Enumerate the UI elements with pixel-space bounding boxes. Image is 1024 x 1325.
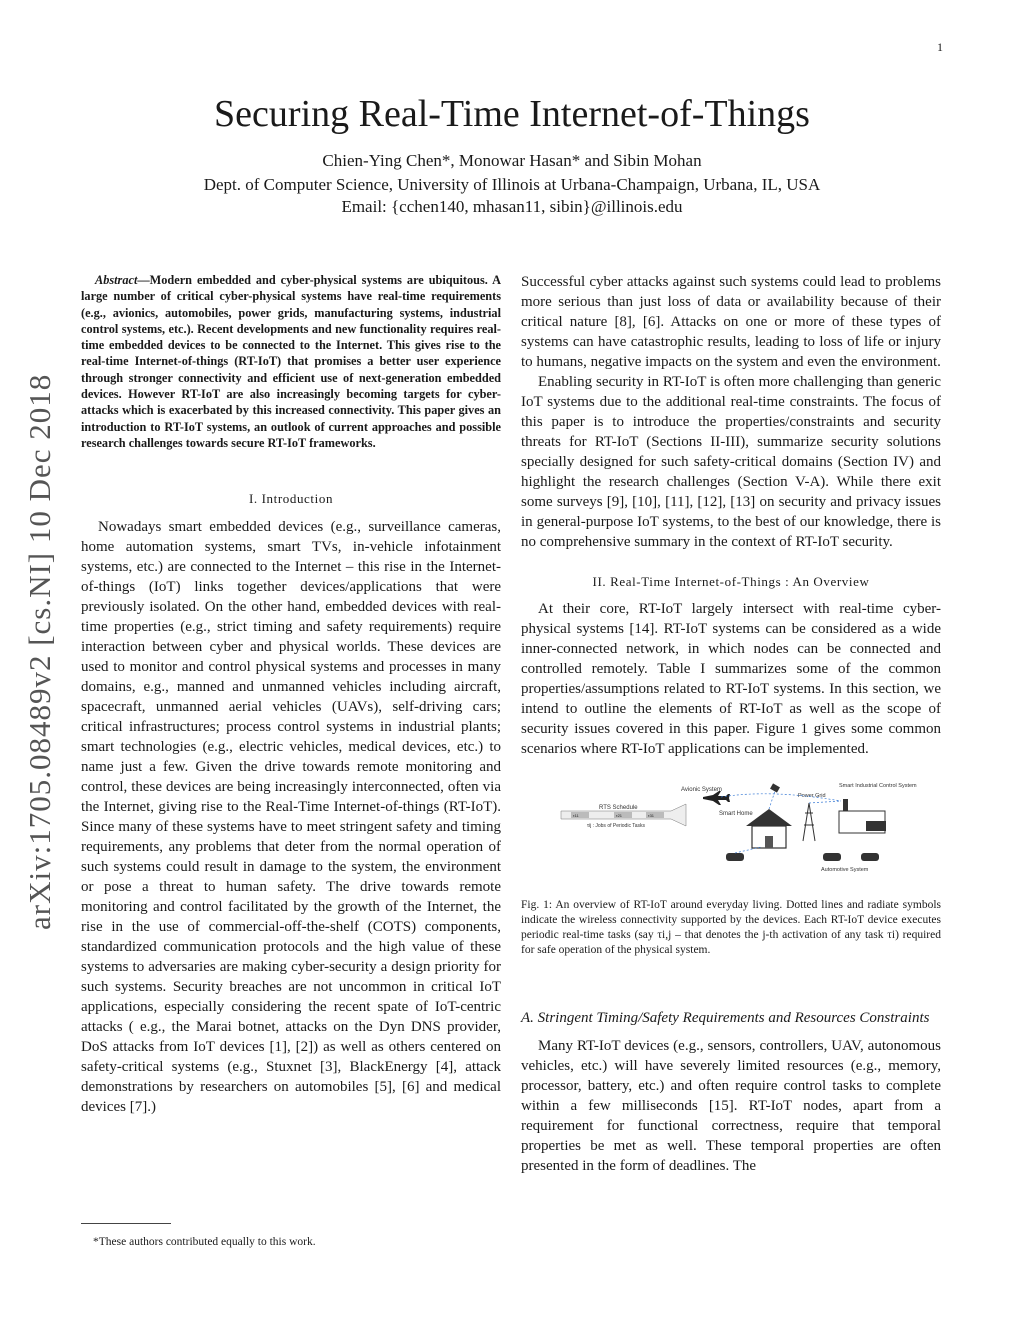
rts-schedule-label: RTS Schedule xyxy=(599,805,638,811)
author-list: Chien-Ying Chen*, Monowar Hasan* and Sibin Mohan xyxy=(322,151,702,170)
section-heading-overview: II. Real-Time Internet-of-Things : An Overview xyxy=(592,574,870,589)
abstract-lead: Abstract xyxy=(95,273,138,287)
figure-caption: Fig. 1: An overview of RT-IoT around everyday living. Dotted lines and radiate symbols indicate the wireless connectivity supported by the devices. Each RT-IoT device executes periodic real-time tasks (say τi,j – that denotes the j-th activation of any task τi) required for safe operation of the physical system. xyxy=(521,899,941,956)
satellite-icon xyxy=(770,783,780,792)
task-label: τ21 xyxy=(616,813,623,818)
author-email: Email: {cchen140, mhasan11, sibin}@illinois.edu xyxy=(341,197,683,216)
section-heading-introduction: I. Introduction xyxy=(248,491,334,507)
rts-schedule-diagram xyxy=(561,804,686,829)
automotive-label: Automotive System xyxy=(821,867,869,873)
house-roof-icon xyxy=(746,809,792,826)
airplane-icon xyxy=(703,791,730,805)
power-tower-icon xyxy=(803,803,815,841)
affiliation: Dept. of Computer Science, University of Illinois at Urbana-Champaign, Urbana, IL, USA xyxy=(203,175,821,194)
power-grid-label: Power Grid xyxy=(798,793,826,799)
industrial-label: Smart Industrial Control System xyxy=(839,783,917,789)
smart-home-label: Smart Home xyxy=(719,811,753,817)
intro-paragraph: Nowadays smart embedded devices (e.g., surveillance cameras, home automation systems, smart TVs, in-vehicle infotainment systems, etc.) are connected to the Internet – this rise in the Internet-of-things (IoT) links together devices/applications that were previously isolated. On the other hand, embedded devices with real-time properties (e.g., strict timing and safety requirements) require interaction between cyber and physical worlds. These devices are used to monitor and control physical systems and processes in many domains, e.g., manned and unmanned vehicles including aircraft, spacecraft, unmanned aerial vehicles (UAVs), self-driving cars; critical infrastructures; process control systems in industrial plants; smart technologies (e.g., electric vehicles, medical devices, etc.) to name just a few. Given the drive towards remote monitoring and control, these devices are being increasingly interconnected, often via the Internet, giving rise to the Real-Time Internet-of-things (RT-IoT). Since many of these systems have to meet stringent safety and timing requirements, any problems that deter from the normal operation of such systems could result in damage to the system, the environment or pose a threat to human safety. The drive towards remote monitoring and control facilitated by the growth of the Internet, the rise in the use of commercial-off-the-shelf (COTS) components, standardized communication protocols and the high value of these systems to adversaries are making cyber-security a design priority for such systems. Security breaches are not uncommon in critical IoT applications, especially considering the recent spate of IoT-centric attacks ( e.g., the Marai botnet, attacks on the Dyn DNS provider, DoS attacks from IoT devices [1], [2]) as well as others centered on safety-critical systems (e.g., Stuxnet [3], BlackEnergy [4], attack demonstrations by researchers on automobiles [5], [6] and medical devices [7].) xyxy=(81,519,501,1116)
abstract xyxy=(81,272,501,451)
subsection-heading-a: A. Stringent Timing/Safety Requirements and Resources Constraints xyxy=(521,1010,930,1026)
arxiv-identifier: arXiv:1705.08489v2 [cs.NI] 10 Dec 2018 xyxy=(22,373,57,930)
chimney-icon xyxy=(843,799,848,811)
task-label: τ31 xyxy=(648,813,655,818)
paper-title: Securing Real-Time Internet-of-Things xyxy=(214,93,810,135)
jobs-label: τij : Jobs of Periodic Tasks xyxy=(587,823,646,829)
car-icon xyxy=(861,853,879,861)
page-number: 1 xyxy=(937,40,943,54)
footnote: *These authors contributed equally to this work. xyxy=(93,1236,316,1248)
left-column xyxy=(81,272,501,1117)
truck-icon xyxy=(866,821,886,831)
figure-rt-iot-overview xyxy=(521,781,941,873)
right-paragraph-2: Enabling security in RT-IoT is often more challenging than generic IoT systems due to the additional real-time constraints. The focus of this paper is to introduce the properties/constraints and security threats for RT-IoT (Sections II-III), summarize security solutions specially designed for such safety-critical domains (Section IV) and highlight the research challenges (Section V-A). While there exit some surveys [9], [10], [11], [12], [13] on security and privacy issues in general-purpose IoT systems, to the best of our knowledge, there is no comprehensive summary in the context of RT-IoT security. xyxy=(521,374,941,550)
car-icon xyxy=(726,853,744,861)
right-column xyxy=(521,272,941,1176)
house-door-icon xyxy=(765,836,773,848)
overview-paragraph: At their core, RT-IoT largely intersect with real-time cyber-physical systems [14]. RT-IoT systems can be considered as a wide inner-connected network, in which nodes can be connected and controlled remotely. Table I summarizes some of the common properties/assumptions related to RT-IoT systems. In this section, we intend to outline the elements of RT-IoT as well as the scope of security issues covered in this paper. Figure 1 gives some common scenarios where RT-IoT applications can be implemented. xyxy=(521,601,941,757)
abstract-text: —Modern embedded and cyber-physical systems are ubiquitous. A large number of critical cyber-physical systems have real-time requirements (e.g., avionics, automobiles, power grids, manufacturing systems, industrial control systems, etc.). Recent developments and new functionality requires real-time embedded devices to be connected to the Internet. This gives rise to the real-time Internet-of-things (RT-IoT) that promises a better user experience through stronger connectivity and efficient use of next-generation embedded devices. However RT-IoT are also increasingly becoming targets for cyber-attacks which is exacerbated by this increased connectivity. This paper gives an introduction to RT-IoT systems, an outlook of current approaches and possible research challenges towards secure RT-IoT frameworks. xyxy=(81,273,501,450)
subsection-a-paragraph: Many RT-IoT devices (e.g., sensors, controllers, UAV, autonomous vehicles, etc.) will have severely limited resources (e.g., memory, processor, battery, etc.) and often require control tasks to complete within a few milliseconds [15]. RT-IoT nodes, apart from a requirement for functional correctness, require that temporal properties be met as well. These temporal properties are often presented in the form of deadlines. The xyxy=(521,1038,941,1174)
right-paragraph-1: Successful cyber attacks against such systems could lead to problems more serious than just loss of data or availability because of their critical nature [8], [6]. Attacks on one or more of these types of systems can have catastrophic results, leading to loss of life or injury to humans, negative impacts on the system and even the environment. xyxy=(521,274,941,370)
car-icon xyxy=(823,853,841,861)
footnote-rule xyxy=(81,1223,171,1224)
avionic-label: Avionic System xyxy=(681,787,722,793)
task-label: τ11 xyxy=(573,813,579,818)
